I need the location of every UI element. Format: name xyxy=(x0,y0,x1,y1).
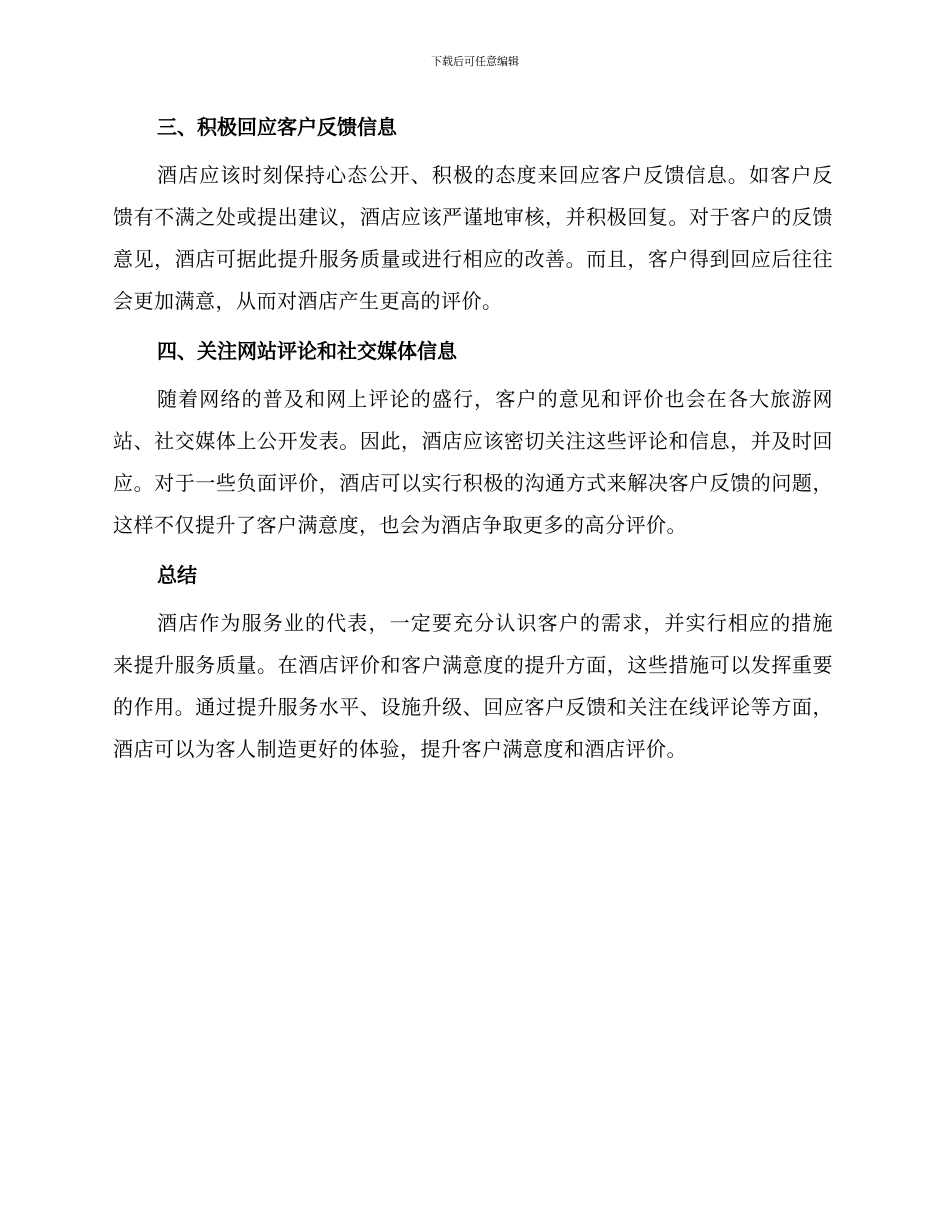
section-heading-online-reviews: 四、关注网站评论和社交媒体信息 xyxy=(157,339,457,363)
section-paragraph-feedback: 酒店应该时刻保持心态公开、积极的态度来回应客户反馈信息。如客户反馈有不满之处或提出建议，酒店应该严谨地审核，并积极回复。对于客户的反馈意见，酒店可据此提升服务质量或进行相应的改善。而且，客户得到回应后往往会更加满意，从而对酒店产生更高的评价。 xyxy=(113,163,833,313)
document-body xyxy=(113,106,833,778)
section-paragraph-online-reviews: 随着网络的普及和网上评论的盛行，客户的意见和评价也会在各大旅游网站、社交媒体上公开发表。因此，酒店应该密切关注这些评论和信息，并及时回应。对于一些负面评价，酒店可以实行积极的沟通方式来解决客户反馈的问题，这样不仅提升了客户满意度，也会为酒店争取更多的高分评价。 xyxy=(113,387,833,537)
section-heading-feedback: 三、积极回应客户反馈信息 xyxy=(157,115,397,139)
section-heading-summary: 总结 xyxy=(157,563,197,587)
section-paragraph-summary: 酒店作为服务业的代表，一定要充分认识客户的需求，并实行相应的措施来提升服务质量。在酒店评价和客户满意度的提升方面，这些措施可以发挥重要的作用。通过提升服务水平、设施升级、回应客户反馈和关注在线评论等方面，酒店可以为客人制造更好的体验，提升客户满意度和酒店评价。 xyxy=(113,611,833,761)
page-header: 下载后可任意编辑 xyxy=(431,55,519,68)
